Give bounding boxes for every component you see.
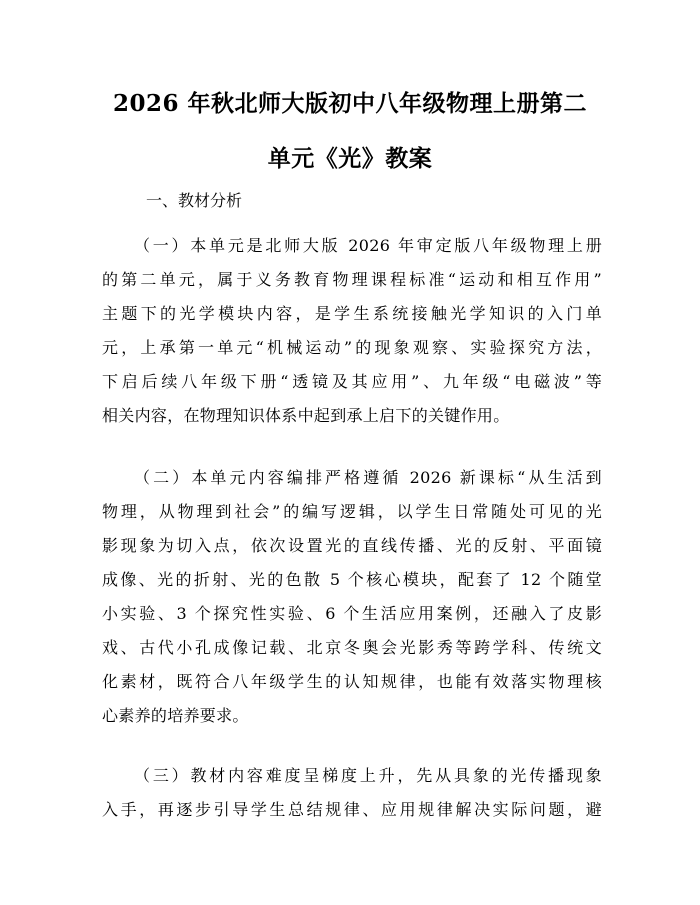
paragraph-3 [102, 759, 602, 827]
document-title-line-2: 单元《光》教案 [267, 145, 433, 172]
paragraph-line: 心素养的培养要求。 [102, 706, 249, 725]
section-heading: 一、教材分析 [146, 191, 243, 210]
paragraph-line: 成像、光的折射、光的色散 5 个核心模块，配套了 12 个随堂 [102, 570, 602, 589]
paragraph-line: （一）本单元是北师大版 2026 年审定版八年级物理上册 [134, 236, 602, 255]
paragraph-line: 戏、古代小孔成像记载、北京冬奥会光影秀等跨学科、传统文 [102, 638, 602, 657]
document-title-line-1: 2026 年秋北师大版初中八年级物理上册第二 [112, 90, 588, 117]
paragraph-line: 入手，再逐步引导学生总结规律、应用规律解决实际问题，避 [102, 800, 602, 819]
paragraph-1 [102, 229, 602, 433]
paragraph-line: （三）教材内容难度呈梯度上升，先从具象的光传播现象 [134, 766, 602, 785]
paragraph-line: 下启后续八年级下册“透镜及其应用”、九年级“电磁波”等 [102, 372, 602, 391]
paragraph-line: 物理，从物理到社会”的编写逻辑，以学生日常随处可见的光 [102, 502, 602, 521]
paragraph-2 [102, 461, 602, 733]
paragraph-line: 影现象为切入点，依次设置光的直线传播、光的反射、平面镜 [102, 536, 602, 555]
paragraph-line: 元，上承第一单元“机械运动”的现象观察、实验探究方法， [102, 338, 602, 357]
paragraph-line: 相关内容，在物理知识体系中起到承上启下的关键作用。 [102, 406, 510, 425]
paragraph-line: （二）本单元内容编排严格遵循 2026 新课标“从生活到 [134, 468, 602, 487]
paragraph-line: 的第二单元，属于义务教育物理课程标准“运动和相互作用” [102, 270, 602, 289]
paragraph-line: 化素材，既符合八年级学生的认知规律，也能有效落实物理核 [102, 672, 602, 691]
paragraph-line: 小实验、3 个探究性实验、6 个生活应用案例，还融入了皮影 [102, 604, 602, 623]
paragraph-line: 主题下的光学模块内容，是学生系统接触光学知识的入门单 [102, 304, 602, 323]
